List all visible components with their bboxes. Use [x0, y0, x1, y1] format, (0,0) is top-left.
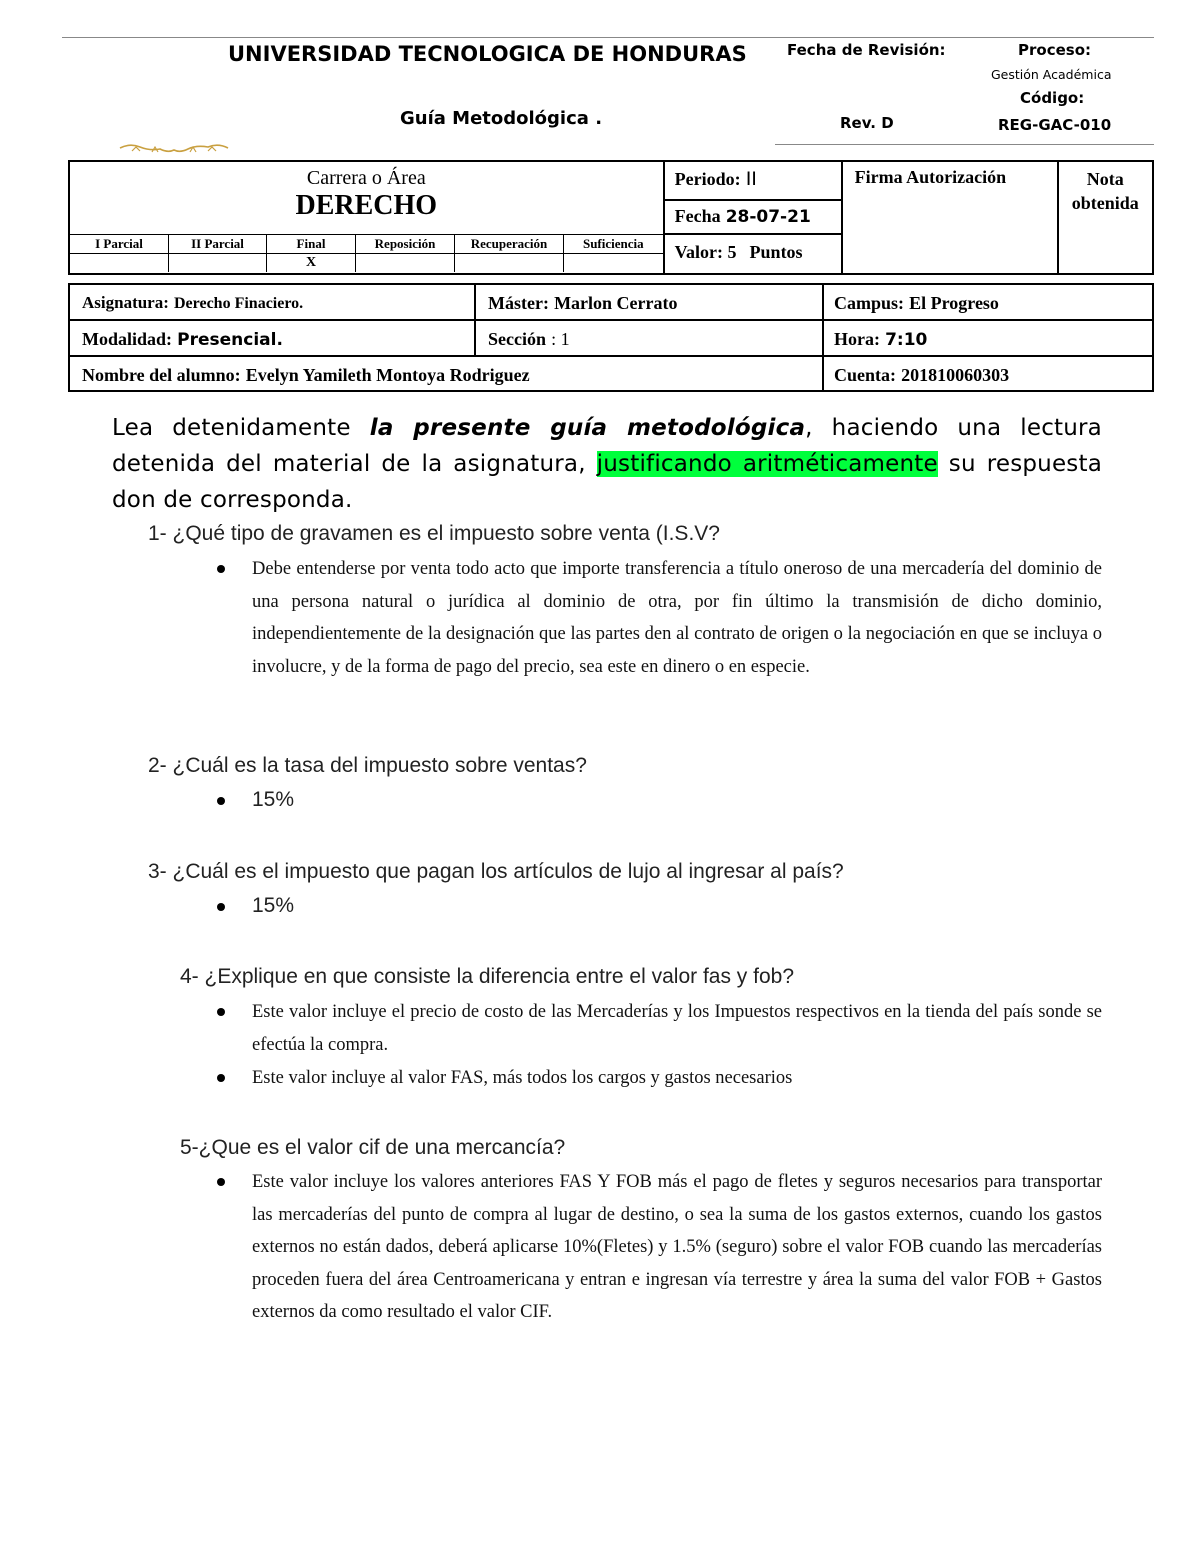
bullet-icon [217, 1008, 225, 1016]
time-label: Hora: [834, 329, 880, 349]
signature-label: Firma Autorización [854, 167, 1007, 187]
exam-types-grid [70, 234, 663, 273]
university-title: UNIVERSIDAD TECNOLOGICA DE HONDURAS [228, 42, 747, 66]
question-1: 1- ¿Qué tipo de gravamen es el impuesto sobre venta (I.S.V? [148, 522, 720, 545]
exam-type-5: Recuperación [455, 234, 564, 253]
answer-5: Este valor incluye los valores anteriores FAS Y FOB más el pago de fletes y seguros necesarios para transportar las mercaderías del punto de compra al lugar de destino, o sea la suma de los gastos externos, cuando los gastos externos no están dados, deberá aplicarse 10%(Fletes) y 1.5% (seguro) sobre el valor FOB cuando las mercaderías proceden fuera del área Centroamericana y entran e ingresan vía terrestre y área la suma del valor FOB + Gastos externos da como resultado el valor CIF. [252, 1172, 1102, 1322]
date-value: 28-07-21 [725, 206, 811, 227]
exam-types-cell [69, 234, 664, 274]
info-table [68, 283, 1154, 392]
student-value: Evelyn Yamileth Montoya Rodriguez [245, 365, 530, 385]
period-label: Periodo: [674, 169, 741, 189]
time-value: 7:10 [885, 330, 928, 350]
master-cell [475, 284, 823, 320]
revision-date-label: Fecha de Revisión: [787, 41, 946, 59]
exam-type-1: I Parcial [70, 234, 169, 253]
intro-text-2: , haciendo una lectura detenida del material de la asignatura, [112, 415, 1102, 477]
bullet-icon [217, 1178, 225, 1186]
account-value: 201810060303 [901, 365, 1010, 385]
value-unit: Puntos [749, 241, 803, 262]
header-top-rule [62, 37, 1154, 38]
master-label: Máster: [488, 293, 549, 313]
answer-3: 15% [252, 894, 295, 917]
date-label: Fecha [674, 205, 721, 226]
exam-mark-1 [70, 253, 169, 272]
exam-type-6: Suficiencia [564, 234, 663, 253]
period-value: II [745, 168, 757, 190]
section-cell [475, 320, 823, 356]
subject-cell [69, 284, 475, 320]
value-label: Valor: 5 [674, 241, 737, 262]
code-label: Código: [1020, 89, 1085, 107]
bullet-icon [217, 797, 225, 805]
date-cell [664, 200, 842, 234]
answer-2: 15% [252, 788, 295, 811]
career-table [68, 160, 1154, 275]
grade-label: Nota obtenida [1071, 169, 1139, 213]
exam-mark-5 [455, 253, 564, 272]
bullet-icon [217, 565, 225, 573]
career-value: DERECHO [295, 190, 438, 221]
answer-4b: Este valor incluye al valor FAS, más todos los cargos y gastos necesarios [252, 1068, 793, 1088]
subject-label: Asignatura: [82, 293, 169, 312]
intro-text-3: su respuesta don de corresponda. [112, 451, 1102, 513]
exam-type-4: Reposición [356, 234, 455, 253]
intro-paragraph [112, 410, 1102, 518]
account-label: Cuenta: [834, 365, 896, 385]
section-value: : 1 [551, 329, 570, 349]
question-2: 2- ¿Cuál es la tasa del impuesto sobre ventas? [148, 754, 587, 777]
revision-code: Rev. D [840, 114, 894, 132]
exam-type-2: II Parcial [169, 234, 267, 253]
campus-cell [823, 284, 1153, 320]
value-cell [664, 234, 842, 274]
campus-label: Campus: [834, 293, 905, 313]
bullet-icon [217, 1074, 225, 1082]
exam-mark-2 [169, 253, 267, 272]
master-value: Marlon Cerrato [554, 293, 678, 313]
logo-ornament-icon [118, 142, 230, 156]
answer-1: Debe entenderse por venta todo acto que importe transferencia a título oneroso de una mercadería del dominio de una persona natural o jurídica al dominio de otra, por fin último la transmisión de dicho dominio, independientemente de la designación que las partes den al contrato de origen o la negociación en que se incluya o involucre, y de la forma de pago del precio, sea este en dinero o en especie. [252, 559, 1102, 677]
grade-cell [1058, 161, 1153, 274]
code-value: REG-GAC-010 [998, 116, 1112, 134]
subject-value: Derecho Finaciero. [174, 295, 304, 312]
guide-subtitle: Guía Metodológica . [400, 108, 603, 129]
student-label: Nombre del alumno: [82, 365, 241, 385]
modality-value: Presencial. [177, 330, 283, 350]
section-label: Sección [488, 329, 546, 349]
process-value: Gestión Académica [991, 67, 1112, 82]
intro-highlight: justificando aritméticamente [596, 451, 938, 477]
period-cell [664, 161, 842, 200]
modality-cell [69, 320, 475, 356]
student-cell [69, 356, 823, 391]
time-cell [823, 320, 1153, 356]
modality-label: Modalidad: [82, 329, 173, 349]
question-5: 5-¿Que es el valor cif de una mercancía? [180, 1136, 566, 1159]
campus-value: El Progreso [909, 293, 999, 313]
signature-cell [842, 161, 1058, 274]
exam-mark-final: X [267, 253, 356, 272]
intro-text-1: Lea detenidamente [112, 415, 370, 441]
exam-mark-4 [356, 253, 455, 272]
header-bottom-rule [775, 144, 1154, 145]
question-3: 3- ¿Cuál es el impuesto que pagan los artículos de lujo al ingresar al país? [148, 860, 844, 883]
career-cell [69, 161, 664, 234]
process-label: Proceso: [1018, 41, 1091, 59]
exam-type-3: Final [267, 234, 356, 253]
bullet-icon [217, 903, 225, 911]
answer-4a: Este valor incluye el precio de costo de las Mercaderías y los Impuestos respectivos en la tienda del país sonde se efectúa la compra. [252, 1002, 1102, 1055]
career-label: Carrera o Área [306, 167, 426, 189]
account-cell [823, 356, 1153, 391]
intro-emphasis: la presente guía metodológica [369, 415, 806, 441]
exam-mark-6 [564, 253, 663, 272]
question-4: 4- ¿Explique en que consiste la diferencia entre el valor fas y fob? [180, 965, 795, 988]
